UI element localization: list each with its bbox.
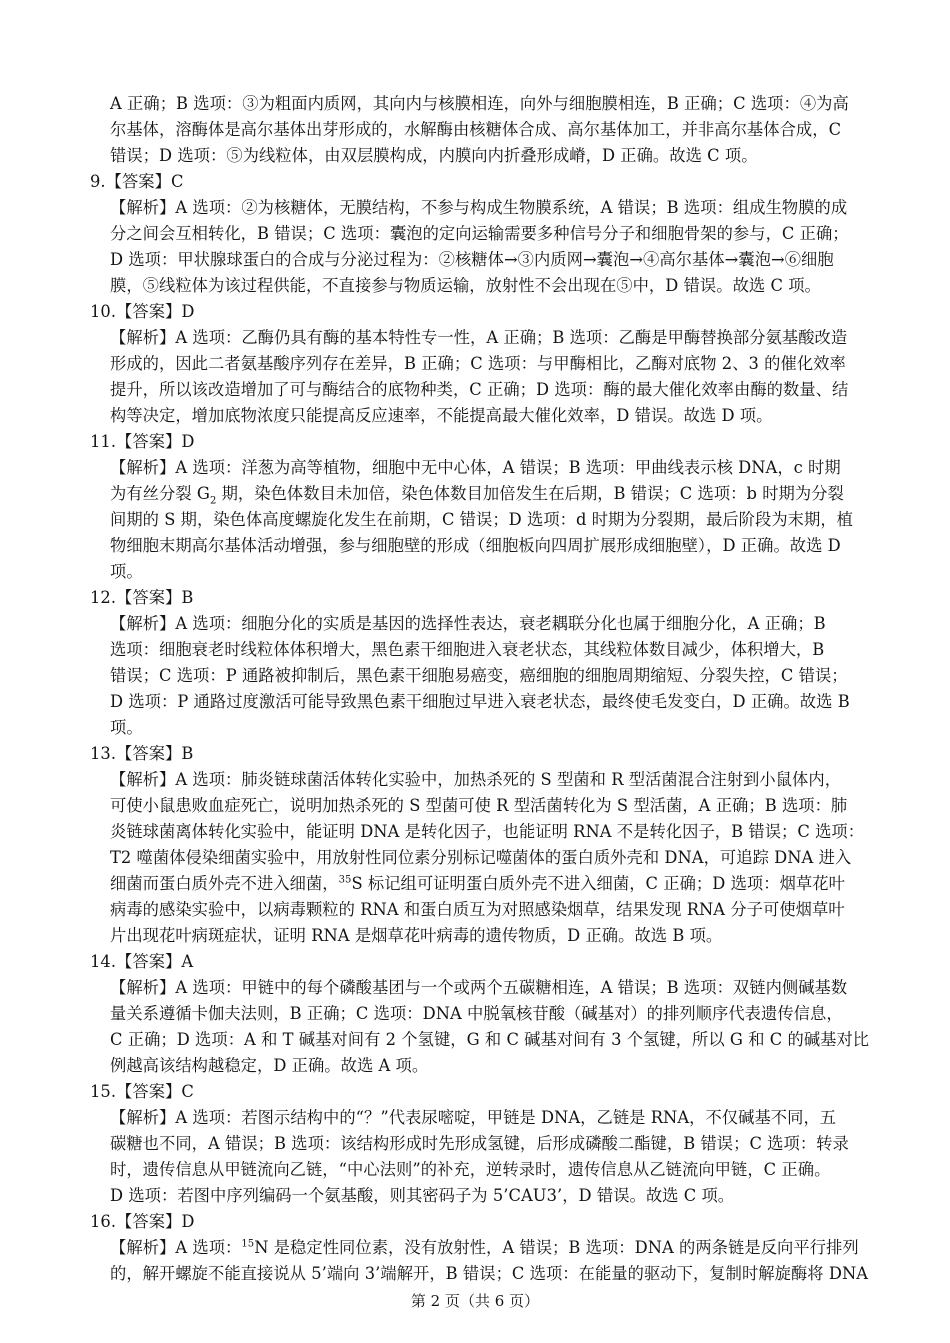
q9-answer: 9.【答案】C (90, 172, 184, 191)
q16-line-1-text-a: 【解析】A 选项： (110, 1238, 242, 1257)
q10-line-3: 提升，所以该改造增加了可与酶结合的底物种类，C 正确；D 选项：酶的最大催化效率由酶的数量、结 (110, 380, 849, 399)
q9-line-2: 分之间会互相转化，B 错误；C 选项：囊泡的定向运输需要多种信号分子和细胞骨架的参与，C 正确； (110, 224, 849, 243)
q12-answer: 12.【答案】B (90, 588, 194, 607)
q11-line-2-text-a: 为有丝分裂 G (110, 484, 210, 503)
q13-line-2: 可使小鼠患败血症死亡，说明加热杀死的 S 型菌可使 R 型活菌转化为 S 型活菌，A 正确；B 选项：肺 (110, 796, 848, 815)
q14-line-2: 量关系遵循卡伽夫法则，B 正确；C 选项：DNA 中脱氧核苷酸（碱基对）的排列顺序代表遗传信息， (110, 1004, 843, 1023)
intro-line-1: A 正确；B 选项：③为粗面内质网，其向内与核膜相连，向外与细胞膜相连，B 正确；C 选项：④为高 (110, 94, 849, 113)
q15-line-3: 时，遗传信息从甲链流向乙链，“中心法则”的补充，逆转录时，遗传信息从乙链流向甲链，C 正确。 (110, 1160, 831, 1179)
q16-line-1-text-b: N 是稳定性同位素，没有放射性，A 错误；B 选项：DNA 的两条链是反向平行排列 (254, 1238, 859, 1257)
q13-line-1: 【解析】A 选项：肺炎链球菌活体转化实验中，加热杀死的 S 型菌和 R 型活菌混合注射到小鼠体内， (110, 770, 842, 789)
q11-line-1: 【解析】A 选项：洋葱为高等植物，细胞中无中心体，A 错误；B 选项：甲曲线表示核 DNA，c 时期 (110, 458, 841, 477)
q13-line-3: 炎链球菌离体转化实验中，能证明 DNA 是转化因子，也能证明 RNA 不是转化因子，B 错误；C 选项： (110, 822, 865, 841)
q11-line-2 (110, 481, 844, 507)
q10-line-2: 形成的，因此二者氨基酸序列存在差异，B 正确；C 选项：与甲酶相比，乙酶对底物 2、3 的催化效率 (110, 354, 846, 373)
q16-n15-superscript: 15 (241, 1238, 255, 1250)
q10-answer: 10.【答案】D (90, 302, 195, 321)
q13-line-5 (110, 871, 845, 897)
q16-answer: 16.【答案】D (90, 1212, 195, 1231)
q11-line-2-text-b: 期，染色体数目未加倍，染色体数目加倍发生在后期，B 错误；C 选项：b 时期为分裂 (216, 484, 844, 503)
q9-line-1: 【解析】A 选项：②为核糖体，无膜结构，不参与构成生物膜系统，A 错误；B 选项：组成生物膜的成 (110, 198, 848, 217)
q11-line-5: 项。 (110, 562, 143, 581)
q13-line-5-text-b: S 标记组可证明蛋白质外壳不进入细菌，C 正确；D 选项：烟草花叶 (351, 874, 845, 893)
q14-answer: 14.【答案】A (90, 952, 194, 971)
q12-line-5: 项。 (110, 718, 143, 737)
q13-s35-superscript: 35 (338, 874, 352, 886)
q14-line-1: 【解析】A 选项：甲链中的每个磷酸基团与一个或两个五碳糖相连，A 错误；B 选项：双链内侧碱基数 (110, 978, 848, 997)
q15-line-1: 【解析】A 选项：若图示结构中的“？”代表尿嘧啶，甲链是 DNA，乙链是 RNA，不仅碱基不同，五 (110, 1108, 837, 1127)
q12-line-4: D 选项：P 通路过度激活可能导致黑色素干细胞过早进入衰老状态，最终使毛发变白，D 正确。故选 B (110, 692, 850, 711)
q11-answer: 11.【答案】D (90, 432, 195, 451)
q11-line-4: 物细胞末期高尔基体活动增强，参与细胞壁的形成（细胞板向四周扩展形成细胞壁），D 正确。故选 D (110, 536, 841, 555)
q11-line-3: 间期的 S 期，染色体高度螺旋化发生在前期，C 错误；D 选项：d 时期为分裂期，最后阶段为末期，植 (110, 510, 853, 529)
q16-line-1 (110, 1235, 859, 1261)
q13-line-4: T2 噬菌体侵染细菌实验中，用放射性同位素分别标记噬菌体的蛋白质外壳和 DNA，可追踪 DNA 进入 (110, 848, 852, 867)
q10-line-4: 构等决定，增加底物浓度只能提高反应速率，不能提高最大催化效率，D 错误。故选 D 项。 (110, 406, 773, 425)
q15-line-4: D 选项：若图中序列编码一个氨基酸，则其密码子为 5’CAU3’，D 错误。故选 C 项。 (110, 1186, 735, 1205)
q11-g2-subscript: 2 (209, 495, 217, 507)
page-footer: 第 2 页（共 6 页） (410, 1292, 540, 1310)
intro-line-3: 错误；D 选项：⑤为线粒体，由双层膜构成，内膜向内折叠形成嵴，D 正确。故选 C 项。 (110, 146, 758, 165)
intro-line-2: 尔基体，溶酶体是高尔基体出芽形成的，水解酶由核糖体合成、高尔基体加工，并非高尔基体合成，C (110, 120, 842, 139)
q13-answer: 13.【答案】B (90, 744, 194, 763)
q14-line-4: 例越高该结构越稳定，D 正确。故选 A 项。 (110, 1056, 429, 1075)
q15-answer: 15.【答案】C (90, 1082, 194, 1101)
q13-line-7: 片出现花叶病斑症状，证明 RNA 是烟草花叶病毒的遗传物质，D 正确。故选 B 项。 (110, 926, 723, 945)
q12-line-3: 错误；C 选项：P 通路被抑制后，黑色素干细胞易癌变，癌细胞的细胞周期缩短、分裂失控，C 错误； (110, 666, 848, 685)
q15-line-2: 碳糖也不同，A 错误；B 选项：该结构形成时先形成氢键，后形成磷酸二酯键，B 错误；C 选项：转录 (110, 1134, 849, 1153)
q12-line-1: 【解析】A 选项：细胞分化的实质是基因的选择性表达，衰老耦联分化也属于细胞分化，A 正确；B (110, 614, 826, 633)
q14-line-3: C 正确；D 选项：A 和 T 碱基对间有 2 个氢键，G 和 C 碱基对间有 3 个氢键，所以 G 和 C 的碱基对比 (110, 1030, 870, 1049)
q13-line-5-text-a: 细菌而蛋白质外壳不进入细菌， (110, 874, 339, 893)
q9-line-3: D 选项：甲状腺球蛋白的合成与分泌过程为：②核糖体→③内质网→囊泡→④高尔基体→囊泡→⑥细胞 (110, 250, 834, 269)
q9-line-4: 膜，⑤线粒体为该过程供能，不直接参与物质运输，放射性不会出现在⑤中，D 错误。故选 C 项。 (110, 276, 821, 295)
q13-line-6: 病毒的感染实验中，以病毒颗粒的 RNA 和蛋白质互为对照感染烟草，结果发现 RNA 分子可使烟草叶 (110, 900, 845, 919)
q10-line-1: 【解析】A 选项：乙酶仍具有酶的基本特性专一性，A 正确；B 选项：乙酶是甲酶替换部分氨基酸改造 (110, 328, 848, 347)
q12-line-2: 选项：细胞衰老时线粒体体积增大，黑色素干细胞进入衰老状态，其线粒体数目减少，体积增大，B (110, 640, 825, 659)
q16-line-2: 的，解开螺旋不能直接说从 5’端向 3’端解开，B 错误；C 选项：在能量的驱动下，复制时解旋酶将 DNA (110, 1264, 869, 1283)
